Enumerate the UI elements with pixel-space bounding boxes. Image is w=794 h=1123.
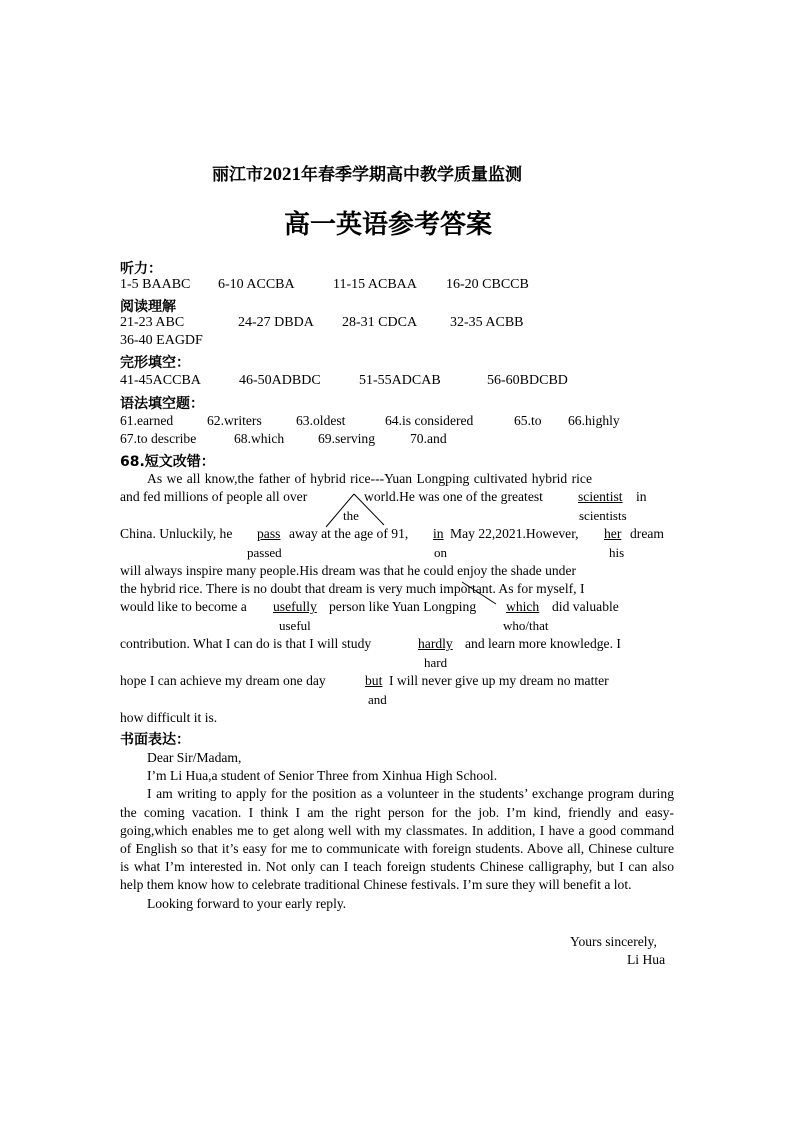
correction-line-3d: dream [630,526,664,541]
correction-line-4: will always inspire many people.His dream was that he could enjoy the shade under [120,563,577,578]
grammar-answers-2: 67.to describe 68.which 69.serving 70.and [120,431,447,446]
grammar-label: 语法填空题： [120,396,204,412]
correction-error: usefully [273,599,317,614]
correction-line-7b: and learn more knowledge. I [465,636,621,651]
essay-paragraph: I’m Li Hua,a student of Senior Three from Xinhua High School. [147,768,498,784]
writing-label: 书面表达： [120,732,190,748]
correction-line-3a: China. Unluckily, he [120,526,233,541]
correction-line-3c: May 22,2021.However, [450,526,579,541]
correction-line-2c: in [636,489,647,504]
correction-error: hardly [418,636,453,651]
correction-fix: the [343,508,359,523]
essay-paragraph: Looking forward to your early reply. [147,895,347,911]
correction-line-7a: contribution. What I can do is that I will study [120,636,372,651]
listening-answers: 1-5 BAABC 6-10 ACCBA 11-15 ACBAA 16-20 CBCCB [120,277,529,292]
correction-fix: useful [279,618,311,633]
reading-label: 阅读理解 [120,299,176,315]
essay-paragraph: I am writing to apply for the position as a volunteer in the students’ exchange program during the coming vacation. I think I am the right person for the job. I’m kind, friendly and easy-going,which enables me to get along well with my classmates. In addition, I have a good command of English so that it’s easy for me to communicate with foreign students. Above all, Chinese culture is what I’m interested in. Not only can I teach foreign students Chinese calligraphy, but I can also help them know how to celebrate traditional Chinese festivals. I’m sure they will benefit a lot. [120,786,674,893]
correction-line-8a: hope I can achieve my dream one day [120,673,326,688]
essay-greeting: Dear Sir/Madam, [147,750,242,765]
page-title: 丽江市2021年春季学期高中教学质量监测 [212,164,522,185]
correction-line-1: As we all know,the father of hybrid rice---Yuan Longping cultivated hybrid rice [147,471,592,486]
correction-error: her [604,526,622,541]
correction-line-2a: and fed millions of people all over [120,489,308,504]
reading-answers-2: 36-40 EAGDF [120,333,203,348]
correction-fix: and [368,692,387,707]
correction-error: which [506,599,540,614]
correction-error: but [365,673,383,688]
correction-line-8b: I will never give up my dream no matter [389,673,609,688]
correction-fix: hard [424,655,448,670]
cloze-answers: 41-45ACCBA 46-50ADBDC 51-55ADCAB 56-60BDCBD [120,373,568,388]
correction-label: 68.短文改错： [120,454,215,470]
grammar-answers-1: 61.earned 62.writers 63.oldest 64.is considered 65.to 66.highly [120,413,620,428]
correction-fix: on [434,545,447,560]
correction-line-6c: did valuable [552,599,619,614]
correction-fix: passed [247,545,282,560]
correction-line-6b: person like Yuan Longping [329,599,477,614]
correction-line-6a: would like to become a [120,599,247,614]
correction-line-9: how difficult it is. [120,710,218,725]
correction-fix: his [609,545,625,560]
correction-error: in [433,526,444,541]
correction-error: scientist [578,489,623,504]
correction-line-5: the hybrid rice. There is no doubt that dream is very much important. As for myself, I [120,581,585,596]
correction-fix: who/that [503,618,549,633]
correction-line-3b: away at the age of 91, [289,526,409,541]
essay-body [120,749,674,913]
correction-line-2b: world.He was one of the greatest [364,489,543,504]
correction-error: pass [257,526,281,541]
cloze-label: 完形填空： [120,355,190,371]
page-subtitle: 高一英语参考答案 [284,210,493,239]
correction-fix: scientists [579,508,627,523]
essay-signature: Li Hua [627,952,666,967]
listening-label: 听力： [120,261,162,277]
reading-answers: 21-23 ABC 24-27 DBDA 28-31 CDCA 32-35 ACBB [120,315,524,330]
essay-closing: Yours sincerely, [570,934,657,949]
